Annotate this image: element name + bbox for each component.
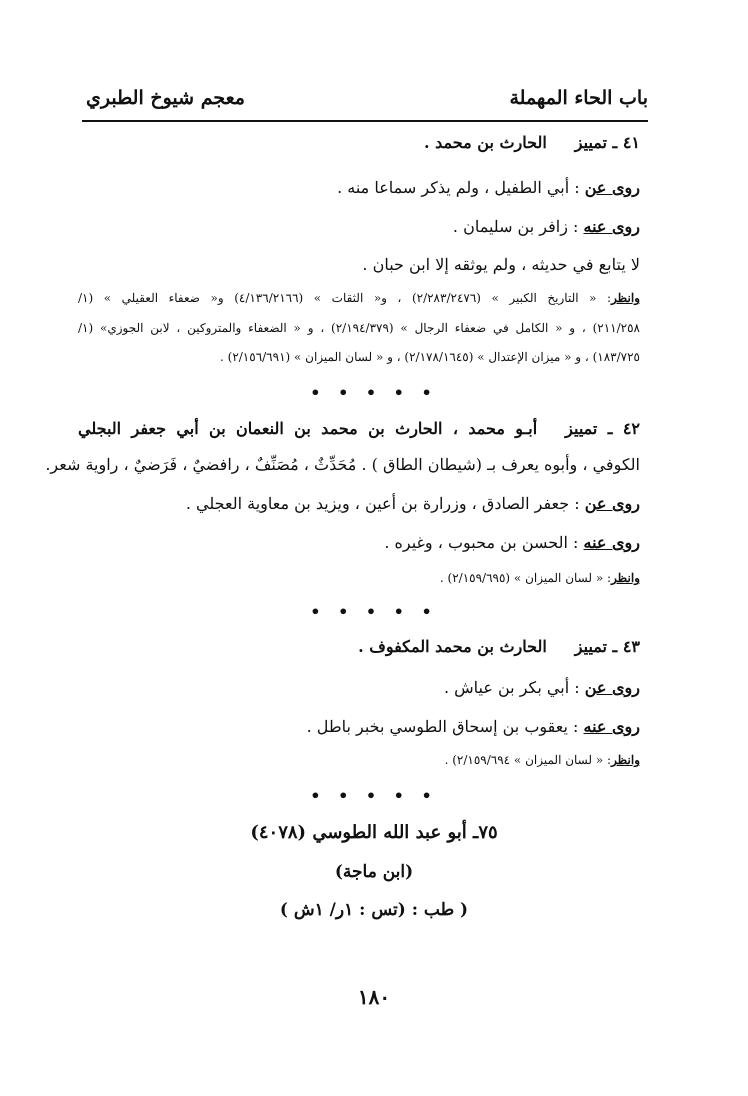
entry-43-tag: ٤٣ ـ تمييز <box>574 637 640 656</box>
entry-41-see-text-1: : « التاريخ الكبير » (٢/٢٨٣/٢٤٧٦) ، و« الثقات » (٤/١٣٦/٢١٦٦) و« ضعفاء العقيلي » (١/ <box>78 291 612 305</box>
entry-42-see-label: وانظر <box>611 571 640 585</box>
chapter-header: باب الحاء المهملة <box>509 87 648 109</box>
entry-43-narrated-from <box>444 678 640 697</box>
entry-41-tag: ٤١ ـ تمييز <box>574 133 640 152</box>
entry-42-by-text: : الحسن بن محبوب ، وغيره . <box>384 533 579 552</box>
separator-3: • • • • • <box>310 786 438 805</box>
entry-41-see-line-1 <box>78 291 640 305</box>
separator-2: • • • • • <box>310 602 438 621</box>
separator-1: • • • • • <box>310 383 438 402</box>
entry-41-from-label: روى عن <box>584 178 640 197</box>
entry-41-name: الحارث بن محمد . <box>424 133 547 152</box>
entry-42-from-text: : جعفر الصادق ، وزرارة بن أعين ، ويزيد بن معاوية العجلي . <box>185 494 580 513</box>
entry-41-narrated-from <box>337 178 640 197</box>
entry-42-tag: ٤٢ ـ تمييز <box>565 419 641 438</box>
entry-41-see-label: وانظر <box>611 291 640 305</box>
entry-41-by-text: : زافر بن سليمان . <box>452 217 579 236</box>
header-rule <box>82 120 648 122</box>
entry-43-heading <box>358 637 640 656</box>
entry-41-from-text: : أبي الطفيل ، ولم يذكر سماعا منه . <box>337 178 580 197</box>
entry-43-from-text: : أبي بكر بن عياش . <box>443 678 580 697</box>
entry-42-narrated-from <box>186 494 640 513</box>
entry-75-title: ٧٥ـ أبو عبد الله الطوسي (٤٠٧٨) <box>250 822 498 843</box>
entry-42-by-label: روى عنه <box>583 533 640 552</box>
entry-42-name-line-2: الكوفي ، وأبوه يعرف بـ (شيطان الطاق ) . مُحَدِّثٌ ، مُصَنِّفٌ ، رافضيٌ ، فَرَضيٌ ، راوية شعر. <box>45 455 640 474</box>
entry-42-see-text: : « لسان الميزان » (٢/١٥٩/٦٩٥) . <box>439 571 612 585</box>
entry-42-name-line-1: أبـو محمد ، الحارث بن محمد بن النعمان بن أبي جعفر البجلي <box>78 419 538 438</box>
entry-43-see-label: وانظر <box>611 753 640 767</box>
entry-41-narrated-by <box>453 217 640 236</box>
page-number: ١٨٠ <box>357 985 391 1009</box>
entry-41-see-line-3: ١٨٣/٧٢٥) ، و « ميزان الإعتدال » (٢/١٧٨/١٦٤٥) ، و « لسان الميزان » (٢/١٥٦/٦٩١) . <box>220 350 640 364</box>
entry-43-see-text: : « لسان الميزان » ٢/١٥٩/٦٩٤) . <box>444 753 612 767</box>
entry-43-by-label: روى عنه <box>583 717 640 736</box>
book-title-header: معجم شيوخ الطبري <box>86 87 245 109</box>
entry-41-see-line-2: ٢١١/٢٥٨) ، و « الكامل في ضعفاء الرجال » (٢/١٩٤/٣٧٩) ، و « الضعفاء والمتروكين ، لابن الجوزي» (١/ <box>78 321 640 335</box>
entry-43-name: الحارث بن محمد المكفوف . <box>358 637 547 656</box>
entry-42-narrated-by <box>384 533 640 552</box>
entry-41-by-label: روى عنه <box>583 217 640 236</box>
entry-42-see <box>440 571 640 585</box>
entry-75-code: ( طب : (تس : ١ر/ ١ش ) <box>279 900 469 920</box>
entry-43-see <box>445 753 640 767</box>
entry-41-note: لا يتابع في حديثه ، ولم يوثقه إلا ابن حبان . <box>362 255 640 274</box>
entry-42-heading <box>78 419 640 438</box>
entry-43-from-label: روى عن <box>584 678 640 697</box>
entry-43-by-text: : يعقوب بن إسحاق الطوسي بخبر باطل . <box>306 717 579 736</box>
entry-43-narrated-by <box>307 717 640 736</box>
entry-41-heading <box>424 133 640 152</box>
entry-75-subtitle: (ابن ماجة) <box>334 862 414 882</box>
entry-42-from-label: روى عن <box>584 494 640 513</box>
